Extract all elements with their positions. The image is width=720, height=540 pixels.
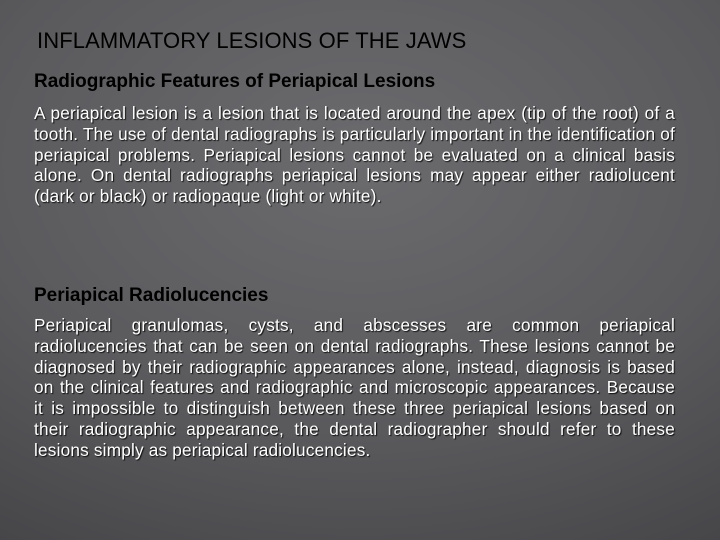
section-body-radiographic-features: A periapical lesion is a lesion that is located around the apex (tip of the root) of a tooth. The use of dental radiographs is particularly important in the identification of periapical problems. Periapical lesions cannot be evaluated on a clinical basis alone. On dental radiographs periapical lesions may appear either radiolucent (dark or black) or radiopaque (light or white). (34, 103, 675, 207)
slide-title: INFLAMMATORY LESIONS OF THE JAWS (37, 28, 467, 53)
section-heading-periapical-radiolucencies: Periapical Radiolucencies (34, 285, 269, 306)
section-body-periapical-radiolucencies: Periapical granulomas, cysts, and abscesses are common periapical radiolucencies that can be seen on dental radiographs. These lesions cannot be diagnosed by their radiographic appearances alone, instead, diagnosis is based on the clinical features and radiographic and microscopic appearances. Because it is impossible to distinguish between these three periapical lesions based on their radiographic appearance, the dental radiographer should refer to these lesions simply as periapical radiolucencies. (34, 315, 675, 460)
section-heading-radiographic-features: Radiographic Features of Periapical Lesions (34, 71, 436, 92)
